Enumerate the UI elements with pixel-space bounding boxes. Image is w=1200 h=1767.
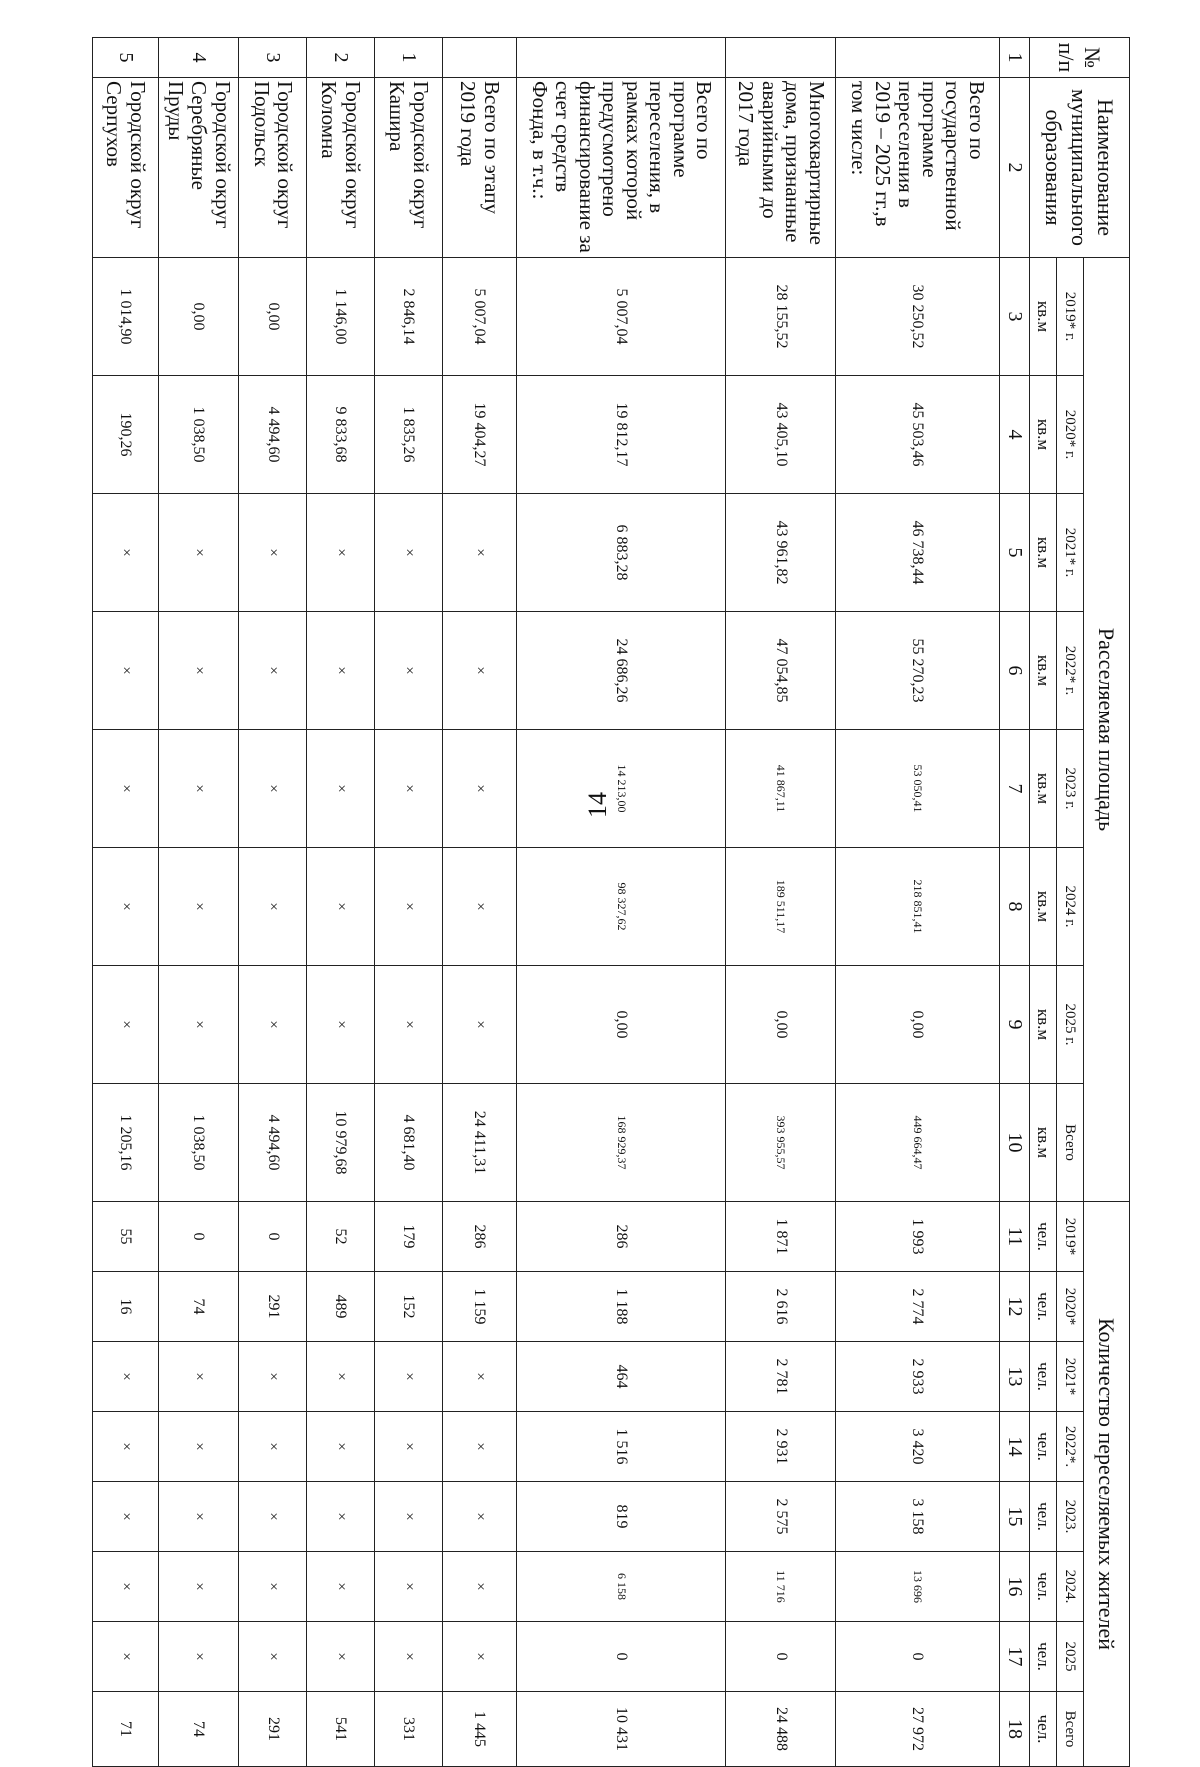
- people-value-cell: 2 575: [726, 1482, 835, 1552]
- column-index: 4: [1000, 376, 1030, 494]
- people-value-cell: 286: [517, 1202, 726, 1272]
- column-index: 18: [1000, 1692, 1030, 1767]
- header-people-unit: чел.: [1030, 1692, 1057, 1767]
- municipality-name: Городской округ Подольск: [239, 78, 307, 258]
- people-value-cell: ×: [442, 1622, 516, 1692]
- header-area-unit: кв.м: [1030, 612, 1057, 730]
- area-value-cell: 4 681,40: [374, 1084, 442, 1202]
- people-value-cell: ×: [93, 1342, 159, 1412]
- row-number: [726, 38, 835, 78]
- area-value-cell: ×: [93, 494, 159, 612]
- municipality-name: Всего по государственной программе переселения в 2019 – 2025 гг.,в том числе:: [835, 78, 999, 258]
- people-value-cell: ×: [442, 1412, 516, 1482]
- header-people-year: 2023.: [1057, 1482, 1084, 1552]
- people-value-cell: 0: [239, 1202, 307, 1272]
- area-value-cell: ×: [158, 494, 238, 612]
- area-value-cell: 449 664,47: [835, 1084, 999, 1202]
- area-value-cell: ×: [239, 966, 307, 1084]
- municipality-name: Городской округ Серебряные Пруды: [158, 78, 238, 258]
- people-value-cell: ×: [307, 1482, 375, 1552]
- area-value-cell: ×: [374, 966, 442, 1084]
- area-value-cell: ×: [307, 730, 375, 848]
- area-value-cell: 0,00: [158, 258, 238, 376]
- area-value-cell: 10 979,68: [307, 1084, 375, 1202]
- area-value-cell: ×: [307, 494, 375, 612]
- header-people-year: 2021*: [1057, 1342, 1084, 1412]
- area-value-cell: 2 846,14: [374, 258, 442, 376]
- header-people-year: 2019*: [1057, 1202, 1084, 1272]
- municipality-name: Городской округ Коломна: [307, 78, 375, 258]
- people-value-cell: 0: [835, 1622, 999, 1692]
- area-value-cell: ×: [442, 494, 516, 612]
- people-value-cell: 10 431: [517, 1692, 726, 1767]
- area-value-cell: 41 867,11: [726, 730, 835, 848]
- resettlement-table: [92, 37, 1130, 1767]
- header-area-unit: кв.м: [1030, 1084, 1057, 1202]
- header-row-index: [1000, 38, 1030, 1767]
- area-value-cell: 4 494,60: [239, 376, 307, 494]
- area-value-cell: ×: [307, 612, 375, 730]
- people-value-cell: ×: [239, 1342, 307, 1412]
- people-value-cell: 179: [374, 1202, 442, 1272]
- header-area-year: 2025 г.: [1057, 966, 1084, 1084]
- people-value-cell: 291: [239, 1692, 307, 1767]
- people-value-cell: 0: [726, 1622, 835, 1692]
- people-value-cell: 2 931: [726, 1412, 835, 1482]
- people-value-cell: ×: [93, 1622, 159, 1692]
- people-value-cell: 2 616: [726, 1272, 835, 1342]
- area-value-cell: 46 738,44: [835, 494, 999, 612]
- people-value-cell: ×: [158, 1482, 238, 1552]
- people-value-cell: ×: [442, 1552, 516, 1622]
- municipality-name: Многоквартирные дома, признанные аварийными до 2017 года: [726, 78, 835, 258]
- header-people-unit: чел.: [1030, 1622, 1057, 1692]
- people-value-cell: ×: [239, 1552, 307, 1622]
- column-index: 5: [1000, 494, 1030, 612]
- header-people-unit: чел.: [1030, 1412, 1057, 1482]
- table-row: [726, 38, 835, 1767]
- header-area-unit: кв.м: [1030, 730, 1057, 848]
- people-value-cell: ×: [93, 1482, 159, 1552]
- resettlement-table-sheet: [92, 37, 1130, 1752]
- header-people-year: 2020*: [1057, 1272, 1084, 1342]
- area-value-cell: 6 883,28: [517, 494, 726, 612]
- row-number: 1: [374, 38, 442, 78]
- people-value-cell: ×: [239, 1622, 307, 1692]
- people-value-cell: ×: [374, 1482, 442, 1552]
- area-value-cell: 24 411,31: [442, 1084, 516, 1202]
- area-value-cell: 0,00: [835, 966, 999, 1084]
- area-value-cell: 53 050,41: [835, 730, 999, 848]
- municipality-name: Всего по программе переселения, в рамках которой предусмотрено финансирование за счет средств Фонда, в т.ч.:: [517, 78, 726, 258]
- area-value-cell: 190,26: [93, 376, 159, 494]
- people-value-cell: 819: [517, 1482, 726, 1552]
- header-people-year: 2024.: [1057, 1552, 1084, 1622]
- header-row-units: [1030, 38, 1057, 1767]
- table-body: [93, 38, 1000, 1767]
- people-value-cell: ×: [307, 1552, 375, 1622]
- people-value-cell: 6 158: [517, 1552, 726, 1622]
- people-value-cell: ×: [239, 1412, 307, 1482]
- page-number: 14: [583, 792, 612, 818]
- area-value-cell: 14 213,00: [517, 730, 726, 848]
- column-index: 14: [1000, 1412, 1030, 1482]
- people-value-cell: 3 420: [835, 1412, 999, 1482]
- header-area-year: 2019* г.: [1057, 258, 1084, 376]
- people-value-cell: 1 445: [442, 1692, 516, 1767]
- area-value-cell: ×: [374, 730, 442, 848]
- people-value-cell: ×: [374, 1552, 442, 1622]
- header-people-unit: чел.: [1030, 1482, 1057, 1552]
- area-value-cell: 5 007,04: [442, 258, 516, 376]
- area-value-cell: 24 686,26: [517, 612, 726, 730]
- people-value-cell: 152: [374, 1272, 442, 1342]
- area-value-cell: ×: [374, 494, 442, 612]
- area-value-cell: ×: [93, 612, 159, 730]
- people-value-cell: 71: [93, 1692, 159, 1767]
- people-value-cell: 1 188: [517, 1272, 726, 1342]
- people-value-cell: 1 516: [517, 1412, 726, 1482]
- header-area-year: 2020* г.: [1057, 376, 1084, 494]
- area-value-cell: 1 835,26: [374, 376, 442, 494]
- header-area-unit: кв.м: [1030, 494, 1057, 612]
- people-value-cell: 2 774: [835, 1272, 999, 1342]
- column-index: 7: [1000, 730, 1030, 848]
- people-value-cell: 55: [93, 1202, 159, 1272]
- area-value-cell: 0,00: [239, 258, 307, 376]
- people-value-cell: 52: [307, 1202, 375, 1272]
- area-value-cell: 45 503,46: [835, 376, 999, 494]
- row-number: 4: [158, 38, 238, 78]
- area-value-cell: ×: [307, 966, 375, 1084]
- area-value-cell: 19 404,27: [442, 376, 516, 494]
- column-index: 9: [1000, 966, 1030, 1084]
- people-value-cell: 1 871: [726, 1202, 835, 1272]
- header-area-unit: кв.м: [1030, 966, 1057, 1084]
- area-value-cell: ×: [442, 730, 516, 848]
- area-value-cell: 30 250,52: [835, 258, 999, 376]
- table-row: [835, 38, 999, 1767]
- header-people-unit: чел.: [1030, 1342, 1057, 1412]
- area-value-cell: ×: [239, 494, 307, 612]
- area-value-cell: 1 038,50: [158, 1084, 238, 1202]
- header-people-year: 2025: [1057, 1622, 1084, 1692]
- area-value-cell: ×: [158, 612, 238, 730]
- people-value-cell: ×: [442, 1482, 516, 1552]
- area-value-cell: 1 014,90: [93, 258, 159, 376]
- people-value-cell: ×: [307, 1342, 375, 1412]
- area-value-cell: 43 961,82: [726, 494, 835, 612]
- area-value-cell: 1 205,16: [93, 1084, 159, 1202]
- area-value-cell: ×: [158, 966, 238, 1084]
- column-index: 13: [1000, 1342, 1030, 1412]
- area-value-cell: 98 327,62: [517, 848, 726, 966]
- area-value-cell: ×: [93, 848, 159, 966]
- people-value-cell: 541: [307, 1692, 375, 1767]
- table-row: [239, 38, 307, 1767]
- area-value-cell: 47 054,85: [726, 612, 835, 730]
- people-value-cell: ×: [239, 1482, 307, 1552]
- people-value-cell: 27 972: [835, 1692, 999, 1767]
- people-value-cell: ×: [93, 1552, 159, 1622]
- people-value-cell: 0: [517, 1622, 726, 1692]
- area-value-cell: ×: [307, 848, 375, 966]
- people-value-cell: 1 159: [442, 1272, 516, 1342]
- header-people-unit: чел.: [1030, 1202, 1057, 1272]
- people-value-cell: 11 716: [726, 1552, 835, 1622]
- people-value-cell: ×: [93, 1412, 159, 1482]
- area-value-cell: ×: [239, 730, 307, 848]
- area-value-cell: ×: [93, 730, 159, 848]
- area-value-cell: ×: [442, 612, 516, 730]
- people-value-cell: ×: [374, 1412, 442, 1482]
- people-value-cell: 331: [374, 1692, 442, 1767]
- table-row: [517, 38, 726, 1767]
- area-value-cell: 4 494,60: [239, 1084, 307, 1202]
- area-value-cell: 393 955,57: [726, 1084, 835, 1202]
- people-value-cell: 74: [158, 1692, 238, 1767]
- header-area-group: Расселяемая площадь: [1084, 258, 1130, 1202]
- column-index: 12: [1000, 1272, 1030, 1342]
- municipality-name: Городской округ Кашира: [374, 78, 442, 258]
- table-row: [307, 38, 375, 1767]
- area-value-cell: 1 038,50: [158, 376, 238, 494]
- people-value-cell: 0: [158, 1202, 238, 1272]
- people-value-cell: ×: [158, 1342, 238, 1412]
- header-number: № п/п: [1030, 38, 1130, 78]
- row-number: [517, 38, 726, 78]
- row-number: [835, 38, 999, 78]
- column-index: 15: [1000, 1482, 1030, 1552]
- people-value-cell: 489: [307, 1272, 375, 1342]
- area-value-cell: ×: [442, 848, 516, 966]
- header-area-year: 2021* г.: [1057, 494, 1084, 612]
- column-index: 2: [1000, 78, 1030, 258]
- table-row: [374, 38, 442, 1767]
- table-row: [93, 38, 159, 1767]
- row-number: 3: [239, 38, 307, 78]
- header-people-group: Количество переселяемых жителей: [1084, 1202, 1130, 1767]
- municipality-name: Всего по этапу 2019 года: [442, 78, 516, 258]
- people-value-cell: ×: [442, 1342, 516, 1412]
- header-area-year: 2023 г.: [1057, 730, 1084, 848]
- header-area-year: 2022* г.: [1057, 612, 1084, 730]
- people-value-cell: 291: [239, 1272, 307, 1342]
- area-value-cell: ×: [442, 966, 516, 1084]
- header-people-unit: чел.: [1030, 1552, 1057, 1622]
- people-value-cell: 286: [442, 1202, 516, 1272]
- table-row: [442, 38, 516, 1767]
- people-value-cell: ×: [158, 1622, 238, 1692]
- area-value-cell: 168 929,37: [517, 1084, 726, 1202]
- column-index: 17: [1000, 1622, 1030, 1692]
- area-value-cell: ×: [93, 966, 159, 1084]
- area-value-cell: 9 833,68: [307, 376, 375, 494]
- column-index: 8: [1000, 848, 1030, 966]
- people-value-cell: ×: [307, 1622, 375, 1692]
- people-value-cell: ×: [158, 1552, 238, 1622]
- column-index: 3: [1000, 258, 1030, 376]
- area-value-cell: 1 146,00: [307, 258, 375, 376]
- column-index: 6: [1000, 612, 1030, 730]
- area-value-cell: ×: [374, 848, 442, 966]
- people-value-cell: 2 933: [835, 1342, 999, 1412]
- area-value-cell: 19 812,17: [517, 376, 726, 494]
- header-area-unit: кв.м: [1030, 376, 1057, 494]
- header-row-years: [1057, 38, 1084, 1767]
- people-value-cell: 464: [517, 1342, 726, 1412]
- header-area-year: 2024 г.: [1057, 848, 1084, 966]
- people-value-cell: ×: [374, 1342, 442, 1412]
- people-value-cell: ×: [307, 1412, 375, 1482]
- area-value-cell: 5 007,04: [517, 258, 726, 376]
- people-value-cell: ×: [158, 1412, 238, 1482]
- column-index: 1: [1000, 38, 1030, 78]
- area-value-cell: 0,00: [517, 966, 726, 1084]
- area-value-cell: 0,00: [726, 966, 835, 1084]
- people-value-cell: 13 696: [835, 1552, 999, 1622]
- header-row-groups: [1084, 38, 1130, 1767]
- column-index: 10: [1000, 1084, 1030, 1202]
- header-people-unit: чел.: [1030, 1272, 1057, 1342]
- people-value-cell: 1 993: [835, 1202, 999, 1272]
- area-value-cell: ×: [158, 730, 238, 848]
- row-number: [442, 38, 516, 78]
- row-number: 2: [307, 38, 375, 78]
- people-value-cell: 3 158: [835, 1482, 999, 1552]
- area-value-cell: 189 511,17: [726, 848, 835, 966]
- people-value-cell: 16: [93, 1272, 159, 1342]
- area-value-cell: 43 405,10: [726, 376, 835, 494]
- people-value-cell: ×: [374, 1622, 442, 1692]
- area-value-cell: ×: [239, 612, 307, 730]
- header-area-unit: кв.м: [1030, 848, 1057, 966]
- header-area-unit: кв.м: [1030, 258, 1057, 376]
- column-index: 11: [1000, 1202, 1030, 1272]
- area-value-cell: 218 851,41: [835, 848, 999, 966]
- table-row: [158, 38, 238, 1767]
- people-value-cell: 74: [158, 1272, 238, 1342]
- municipality-name: Городской округ Серпухов: [93, 78, 159, 258]
- header-area-year: Всего: [1057, 1084, 1084, 1202]
- column-index: 16: [1000, 1552, 1030, 1622]
- header-municipality: Наименование муниципального образования: [1030, 78, 1130, 258]
- area-value-cell: 55 270,23: [835, 612, 999, 730]
- area-value-cell: ×: [239, 848, 307, 966]
- header-people-year: 2022*.: [1057, 1412, 1084, 1482]
- area-value-cell: ×: [374, 612, 442, 730]
- people-value-cell: 2 781: [726, 1342, 835, 1412]
- area-value-cell: ×: [158, 848, 238, 966]
- header-people-year: Всего: [1057, 1692, 1084, 1767]
- area-value-cell: 28 155,52: [726, 258, 835, 376]
- people-value-cell: 24 488: [726, 1692, 835, 1767]
- row-number: 5: [93, 38, 159, 78]
